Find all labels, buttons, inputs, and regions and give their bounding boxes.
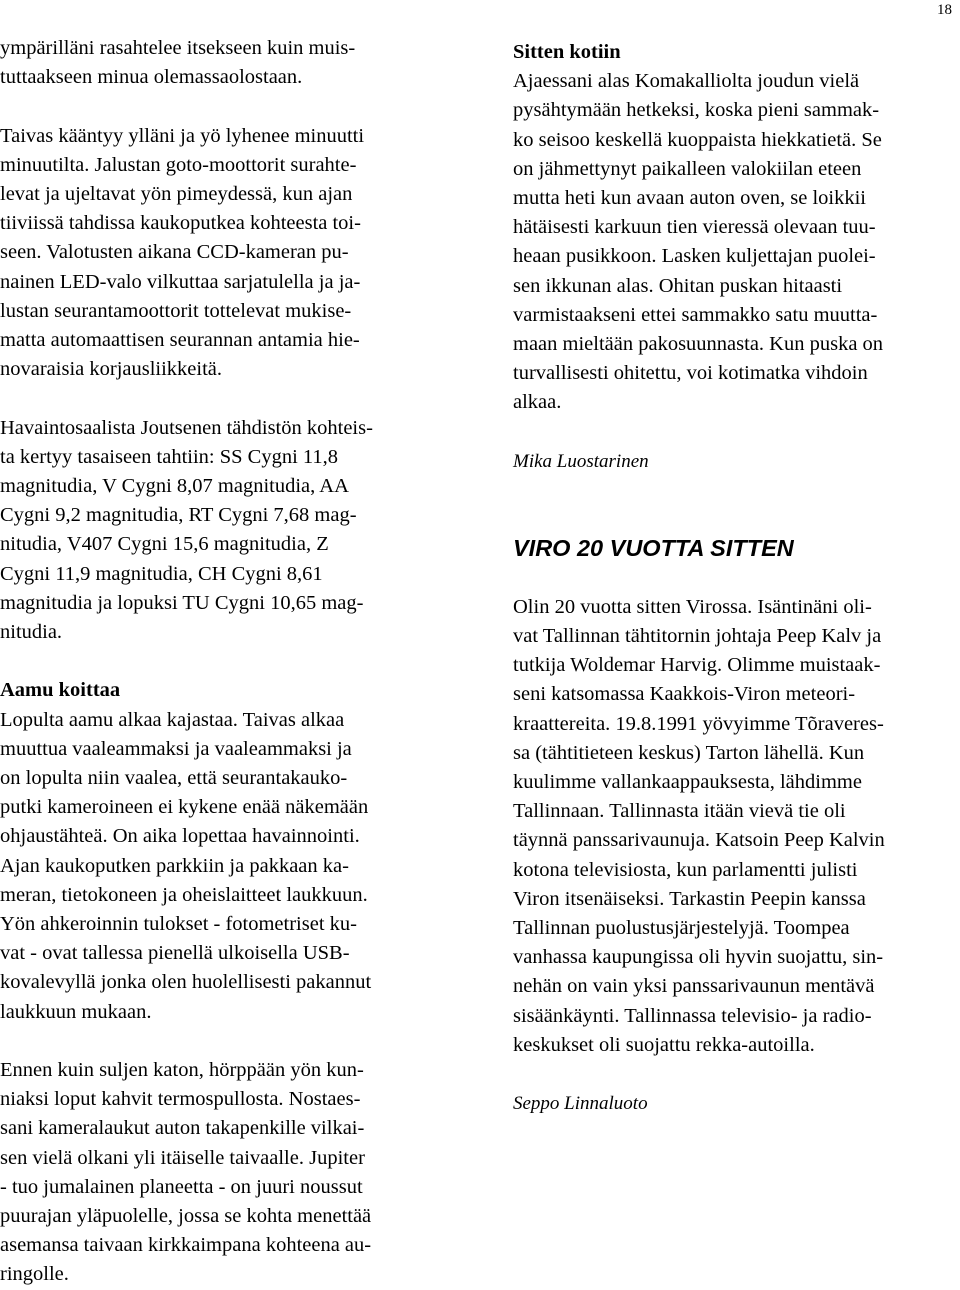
paragraph-intro (0, 34, 462, 92)
paragraph-gap (0, 92, 462, 121)
paragraph-gap (0, 647, 462, 676)
text-line: Taivas kääntyy ylläni ja yö lyhenee minuutti (0, 124, 365, 147)
paragraph-observations (0, 414, 462, 648)
paragraph-sky (0, 122, 462, 385)
text-line: tiiviissä tahdissa kaukoputkea kohteesta toi- (0, 212, 361, 235)
text-line: Tallinnan puolustusjärjestelyjä. Toompea (513, 917, 850, 940)
text-line: Olin 20 vuotta sitten Virossa. Isäntinäni oli- (513, 595, 872, 618)
text-line: Viron itsenäiseksi. Tarkastin Peepin kanssa (513, 887, 866, 910)
text-line: sani kameralaukut auton takapenkille vilkai- (0, 1117, 365, 1140)
paragraph-gap (513, 418, 960, 447)
text-line: nitudia, V407 Cygni 15,6 magnitudia, Z (0, 533, 329, 556)
text-line: heaan pusikkoon. Lasken kuljettajan puolei- (513, 245, 876, 268)
text-line: laukkuun mukaan. (0, 1000, 152, 1023)
text-line: muuttua vaaleammaksi ja vaaleammaksi ja (0, 737, 352, 760)
paragraph-estonia (513, 593, 960, 1060)
right-column (513, 38, 960, 1118)
text-line: Cygni 11,9 magnitudia, CH Cygni 8,61 (0, 562, 323, 585)
text-line: matta automaattisen seurannan antamia hie- (0, 329, 360, 352)
text-line: mutta heti kun avaan auton oven, se loikkii (513, 187, 866, 210)
paragraph-gap (513, 1060, 960, 1089)
text-line: minuutilta. Jalustan goto-moottorit surahte- (0, 153, 357, 176)
text-line: tutkija Woldemar Harvig. Olimme muistaak- (513, 654, 881, 677)
paragraph-morning (0, 706, 462, 1027)
text-line: novaraisia korjausliikkeitä. (0, 358, 223, 381)
paragraph-gap (0, 384, 462, 413)
text-line: vat Tallinnan tähtitornin johtaja Peep Kalv ja (513, 625, 882, 647)
text-line: nainen LED-valo vilkuttaa sarjatulella ja ja- (0, 270, 361, 293)
text-line: sa (tähtitieteen keskus) Tarton lähellä. Kun (513, 741, 865, 764)
text-line: täynnä panssarivaunuja. Katsoin Peep Kalvin (513, 829, 885, 852)
text-line: pysähtymään hetkeksi, koska pieni sammak- (513, 99, 880, 122)
text-line: on jähmettynyt paikalleen valokiilan eteen (513, 157, 862, 180)
text-line: - tuo jumalainen planeetta - on juuri noussut (0, 1175, 363, 1198)
text-line: Ajan kaukoputken parkkiin ja pakkaan ka- (0, 854, 349, 877)
text-line: ringolle. (0, 1263, 69, 1286)
text-line: puurajan yläpuolelle, jossa se kohta menettää (0, 1205, 372, 1228)
heading-aamu-koittaa: Aamu koittaa (0, 679, 121, 702)
text-line: seni katsomassa Kaakkois-Viron meteori- (513, 683, 856, 706)
text-line: levat ja ujeltavat yön pimeydessä, kun ajan (0, 183, 353, 205)
paragraph-gap (513, 564, 960, 593)
page-number: 18 (937, 2, 952, 18)
paragraph-gap (513, 476, 960, 505)
text-line: lustan seurantamoottorit tottelevat mukise- (0, 299, 352, 322)
author-signature: Seppo Linnaluoto (513, 1093, 648, 1115)
heading-sitten-kotiin: Sitten kotiin (513, 41, 621, 63)
text-line: magnitudia, V Cygni 8,07 magnitudia, AA (0, 475, 349, 498)
text-line: Cygni 9,2 magnitudia, RT Cygni 7,68 mag- (0, 504, 357, 527)
section-title: VIRO 20 VUOTTA SITTEN (513, 535, 794, 562)
text-line: on lopulta niin vaalea, että seurantakauko- (0, 767, 348, 790)
text-line: Havaintosaalista Joutsenen tähdistön kohteis- (0, 416, 373, 439)
paragraph-homeward (513, 67, 960, 417)
text-line: ta kertyy tasaiseen tahtiin: SS Cygni 11,8 (0, 445, 339, 468)
text-line: maan mieltään pakosuunnasta. Kun puska on (513, 333, 884, 356)
text-line: ko seisoo keskellä kuoppaista hiekkatietä. Se (513, 128, 882, 151)
text-line: Ajaessani alas Komakalliolta joudun vielä (513, 70, 860, 93)
text-line: Tallinnaan. Tallinnasta itään vievä tie oli (513, 800, 846, 823)
text-line: ympärilläni rasahtelee itsekseen kuin muis- (0, 37, 356, 59)
text-line: sen vielä olkani yli itäiselle taivaalle. Jupiter (0, 1146, 365, 1169)
text-line: ohjaustähteä. On aika lopettaa havainnointi. (0, 825, 360, 848)
text-line: tuttaakseen minua olemassaolostaan. (0, 66, 303, 89)
text-line: vanhassa kaupungissa oli hyvin suojattu, sin- (513, 946, 884, 969)
text-line: kotona televisiosta, kun parlamentti julisti (513, 858, 858, 881)
paragraph-gap (513, 505, 960, 534)
text-line: nehän on vain yksi panssarivaunun mentävä (513, 975, 875, 998)
text-line: Lopulta aamu alkaa kajastaa. Taivas alkaa (0, 708, 345, 731)
text-line: seen. Valotusten aikana CCD-kameran pu- (0, 241, 349, 264)
text-line: nitudia. (0, 621, 63, 644)
text-line: asemansa taivaan kirkkaimpana kohteena au- (0, 1234, 372, 1257)
text-line: turvallisesti ohitettu, voi kotimatka vihdoin (513, 362, 868, 385)
text-line: kraattereita. 19.8.1991 yövyimme Tõraveres- (513, 712, 884, 735)
left-column (0, 34, 462, 1290)
text-line: sen ikkunan alas. Ohitan puskan hitaasti (513, 274, 843, 297)
author-signature: Mika Luostarinen (513, 450, 649, 472)
text-line: varmistaakseni ettei sammakko satu muutta- (513, 303, 878, 326)
text-line: Yön ahkeroinnin tulokset - fotometriset ku- (0, 913, 357, 936)
text-line: niaksi loput kahvit termospullosta. Nostaes- (0, 1088, 361, 1111)
text-line: sisäänkäynti. Tallinnassa televisio- ja radio- (513, 1004, 872, 1027)
text-line: alkaa. (513, 391, 562, 414)
text-line: keskukset oli suojattu rekka-autoilla. (513, 1033, 815, 1056)
text-line: putki kameroineen ei kykene enää näkemään (0, 796, 369, 819)
text-line: meran, tietokoneen ja oheislaitteet laukkuun. (0, 883, 368, 906)
text-line: magnitudia ja lopuksi TU Cygni 10,65 mag- (0, 591, 364, 614)
text-line: kuulimme vallankaappauksesta, lähdimme (513, 771, 862, 794)
paragraph-gap (0, 1027, 462, 1056)
text-line: vat - ovat tallessa pienellä ulkoisella USB- (0, 942, 350, 965)
text-line: hätäisesti karkuun tien vieressä olevaan tuu- (513, 216, 876, 239)
text-line: kovalevyllä jonka olen huolellisesti pakannut (0, 971, 372, 994)
paragraph-departure (0, 1056, 462, 1290)
text-line: Ennen kuin suljen katon, hörppään yön kun- (0, 1059, 364, 1082)
